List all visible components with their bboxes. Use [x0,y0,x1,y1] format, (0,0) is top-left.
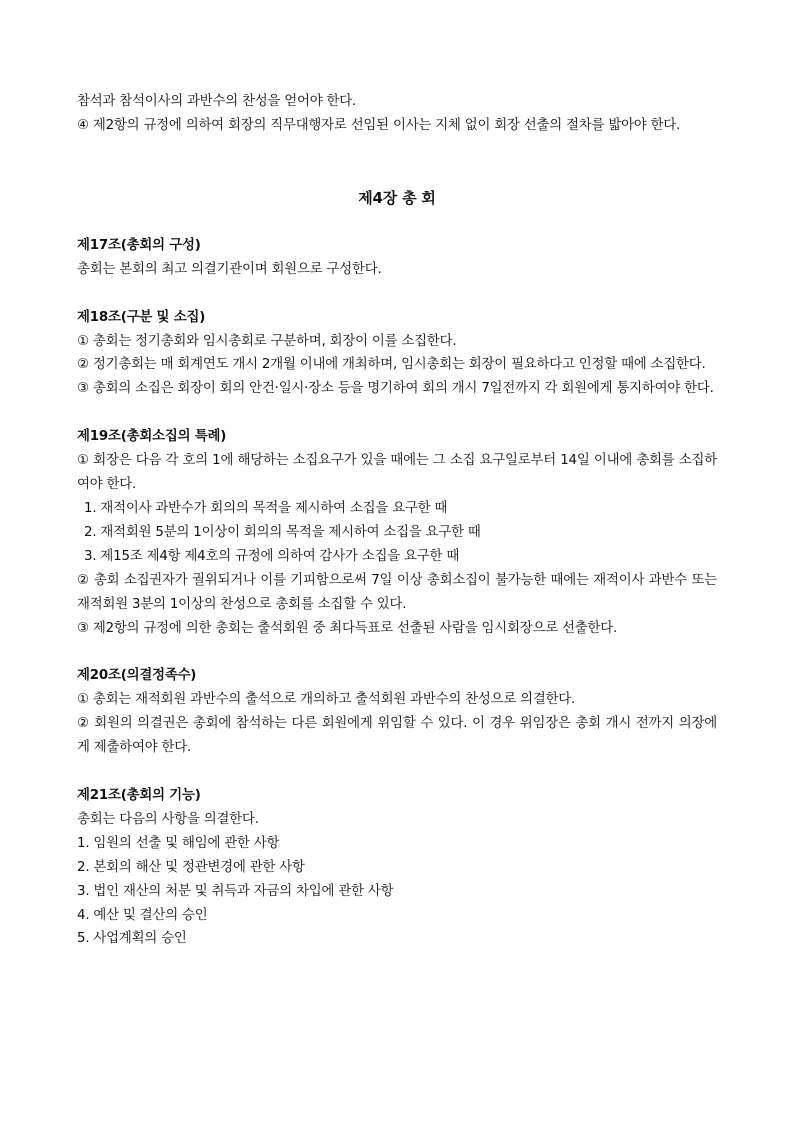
document-body [77,90,717,951]
article17-body: 총회는 본회의 최고 의결기관이며 회원으로 구성한다. [77,261,382,277]
article21-item: 4. 예산 및 결산의 승인 [77,907,208,923]
article16-para4: ④ 제2항의 규정에 의하여 회장의 직무대행자로 선임된 이사는 지체 없이 회장 선출의 절차를 밟아야 한다. [77,117,681,133]
article19-item: 2. 재적회원 5분의 1이상이 회의의 목적을 제시하여 소집을 요구한 때 [84,524,481,540]
article21-item: 3. 법인 재산의 처분 및 취득과 자금의 차입에 관한 사항 [77,883,394,899]
article21-body: 총회는 다음의 사항을 의결한다. [77,811,259,827]
article19-para1: ① 회장은 다음 각 호의 1에 해당하는 소집요구가 있을 때에는 그 소집 요구일로부터 14일 이내에 총회를 소집하여야 한다. [77,453,717,493]
article17-title: 제17조(총회의 구성) [77,237,201,253]
intro-line: 참석과 참석이사의 과반수의 찬성을 얻어야 한다. [77,94,357,109]
article21-item: 5. 사업계획의 승인 [77,931,187,947]
article18-para3: ③ 총회의 소집은 회장이 회의 안건·일시·장소 등을 명기하여 회의 개시 7일전까지 각 회원에게 통지하여야 한다. [77,381,714,397]
article20-title: 제20조(의결정족수) [77,668,197,684]
article18-para2: ② 정기총회는 매 회계연도 개시 2개월 이내에 개최하며, 임시총회는 회장이 필요하다고 인정할 때에 소집한다. [77,357,706,373]
article21-title: 제21조(총회의 기능) [77,788,201,804]
chapter-title: 제4장 총 회 [358,188,436,207]
article21-item: 1. 임원의 선출 및 해임에 관한 사항 [77,835,280,851]
article18-title: 제18조(구분 및 소집) [77,309,206,325]
article20-para2: ② 회원의 의결권은 총회에 참석하는 다른 회원에게 위임할 수 있다. 이 경우 위임장은 총회 개시 전까지 의장에게 제출하여야 한다. [77,716,717,756]
article19-item: 3. 제15조 제4항 제4호의 규정에 의하여 감사가 소집을 요구한 때 [84,548,460,564]
article19-item: 1. 재적이사 과반수가 회의의 목적을 제시하여 소집을 요구한 때 [84,500,448,516]
article19-para3: ③ 제2항의 규정에 의한 총회는 출석회원 중 최다득표로 선출된 사람을 임시회장으로 선출한다. [77,620,618,636]
article20-para1: ① 총회는 재적회원 과반수의 출석으로 개의하고 출석회원 과반수의 찬성으로 의결한다. [77,692,576,708]
article19-title: 제19조(총회소집의 특례) [77,429,227,445]
article19-para2: ② 총회 소집권자가 궐위되거나 이를 기피함으로써 7일 이상 총회소집이 불가능한 때에는 재적이사 과반수 또는 재적회원 3분의 1이상의 찬성으로 총회를 소집할 수 있다. [77,572,717,612]
article18-para1: ① 총회는 정기총회와 임시총회로 구분하며, 회장이 이를 소집한다. [77,333,457,349]
article21-item: 2. 본회의 해산 및 정관변경에 관한 사항 [77,859,305,875]
